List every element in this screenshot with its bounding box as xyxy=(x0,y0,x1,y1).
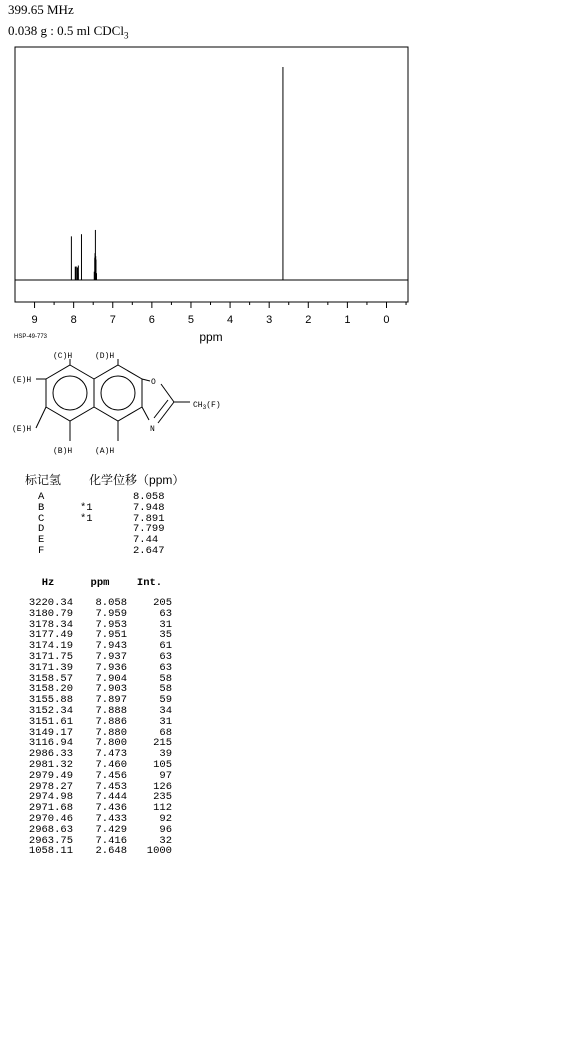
label-methyl-sub: 3 xyxy=(202,404,207,411)
structure-bonds xyxy=(36,359,190,441)
bond-o-c2 xyxy=(161,384,174,402)
peak-hz: 2971.68 xyxy=(28,802,73,815)
peak-ppm: 7.416 xyxy=(95,834,127,847)
peak-hz: 2968.63 xyxy=(28,823,73,836)
assignment-note: *1 xyxy=(80,512,93,525)
label-h-e-top: (E)H xyxy=(12,376,32,385)
peak-intensity: 35 xyxy=(159,629,172,642)
assignment-note: *1 xyxy=(80,501,93,514)
label-h-b: (B)H xyxy=(53,447,73,456)
peak-hz: 3158.20 xyxy=(28,683,73,696)
peak-intensity: 126 xyxy=(153,780,172,793)
bond-n-c2-double xyxy=(154,400,168,418)
assignment-shift: 8.058 xyxy=(133,491,165,503)
bond-h-e-bottom xyxy=(36,407,46,428)
aromatic-circle-middle xyxy=(101,376,135,410)
peak-ppm: 7.953 xyxy=(95,618,127,631)
peak-intensity: 63 xyxy=(159,661,172,674)
peak-intensity: 61 xyxy=(159,640,172,653)
peak-ppm: 7.903 xyxy=(95,683,127,696)
peak-table-header xyxy=(23,576,172,598)
sample-text: 0.038 g : 0.5 ml CDCl xyxy=(8,23,124,38)
compound-code: HSP-49-773 xyxy=(14,334,48,340)
peak-row xyxy=(23,663,172,674)
peak-hz: 3152.34 xyxy=(28,704,73,717)
peak-hz: 3149.17 xyxy=(28,726,73,739)
sample-subscript: 3 xyxy=(123,30,129,41)
peak-intensity: 215 xyxy=(153,737,172,750)
assignment-header-shift: 化学位移（ppm） xyxy=(89,473,185,487)
peak-ppm: 7.456 xyxy=(95,769,127,782)
peak-hz: 3178.34 xyxy=(28,618,73,631)
peak-hz: 2978.27 xyxy=(28,780,73,793)
assignment-shift: 7.948 xyxy=(133,501,165,514)
assignment-header xyxy=(25,471,184,488)
peak-ppm: 7.436 xyxy=(95,802,127,815)
peak-intensity: 92 xyxy=(159,812,172,825)
assignment-shift: 7.44 xyxy=(133,534,159,547)
peak-intensity: 63 xyxy=(159,607,172,620)
assignment-table xyxy=(38,492,165,557)
peak-ppm: 7.886 xyxy=(95,715,127,728)
column-header-hz: Hz xyxy=(41,577,55,589)
x-axis-label: ppm xyxy=(199,330,223,344)
assignment-note xyxy=(80,524,133,535)
assignment-row xyxy=(38,503,165,514)
peak-row xyxy=(23,825,172,836)
assignment-label: A xyxy=(38,491,45,503)
x-tick-label: 7 xyxy=(109,314,116,326)
peak-ppm: 7.444 xyxy=(95,791,127,804)
peak-intensity: 34 xyxy=(159,704,172,717)
peak-intensity: 97 xyxy=(159,769,172,782)
x-tick-label: 5 xyxy=(187,314,195,326)
x-tick-label: 0 xyxy=(383,314,390,326)
peak-hz: 1058.11 xyxy=(28,845,73,858)
peak-ppm: 7.800 xyxy=(95,737,127,750)
peak-hz: 3158.57 xyxy=(28,672,73,685)
peak-intensity: 235 xyxy=(153,791,172,804)
assignment-shift: 7.891 xyxy=(133,512,165,525)
peak-table-body xyxy=(23,598,172,857)
peak-hz: 2979.49 xyxy=(28,769,73,782)
label-h-a: (A)H xyxy=(95,447,115,456)
x-tick-label: 3 xyxy=(266,314,273,326)
column-header-ppm: ppm xyxy=(90,577,110,589)
x-tick-label: 1 xyxy=(344,314,351,326)
x-axis-tick-labels xyxy=(31,314,389,326)
peak-intensity: 31 xyxy=(159,618,172,631)
assignment-label: D xyxy=(38,523,45,536)
assignment-label: E xyxy=(38,534,45,547)
peak-ppm: 7.936 xyxy=(95,661,127,674)
peak-intensity: 58 xyxy=(159,672,172,685)
label-methyl-suffix: (F) xyxy=(206,401,221,410)
peak-hz: 2986.33 xyxy=(28,748,73,761)
x-tick-label: 6 xyxy=(148,314,155,326)
peak-intensity: 68 xyxy=(159,726,172,739)
x-tick-label: 9 xyxy=(31,314,38,326)
peak-hz: 2974.98 xyxy=(28,791,73,804)
assignment-header-label: 标记氢 xyxy=(25,473,62,487)
peak-hz: 3177.49 xyxy=(28,629,73,642)
peak-intensity: 63 xyxy=(159,650,172,663)
peak-ppm: 8.058 xyxy=(95,597,127,609)
peak-intensity: 105 xyxy=(153,758,172,771)
nmr-spectrum-chart xyxy=(0,40,420,345)
peak-ppm: 7.951 xyxy=(95,629,127,642)
label-h-d: (D)H xyxy=(95,352,115,361)
peak-ppm: 7.460 xyxy=(95,758,127,771)
peak-intensity: 39 xyxy=(159,748,172,761)
label-h-e-bottom: (E)H xyxy=(12,425,32,434)
peak-ppm: 7.433 xyxy=(95,812,127,825)
aromatic-circle-left xyxy=(53,376,87,410)
peak-ppm: 7.453 xyxy=(95,780,127,793)
x-tick-label: 2 xyxy=(305,314,312,326)
peak-ppm: 7.429 xyxy=(95,823,127,836)
bond-n-c2 xyxy=(158,402,174,423)
label-nitrogen: N xyxy=(150,425,155,434)
bond-c-n xyxy=(142,407,149,420)
peak-row xyxy=(23,609,172,620)
peak-row xyxy=(23,717,172,728)
label-h-c: (C)H xyxy=(53,352,73,361)
x-tick-label: 4 xyxy=(227,314,234,326)
assignment-note xyxy=(80,546,133,557)
peak-intensity: 58 xyxy=(159,683,172,696)
assignment-shift: 2.647 xyxy=(133,544,165,557)
peak-hz: 3171.75 xyxy=(28,650,73,663)
label-methyl-f xyxy=(193,401,221,411)
peak-ppm: 7.904 xyxy=(95,672,127,685)
label-methyl-ch: CH xyxy=(193,401,203,410)
label-oxygen: O xyxy=(151,378,156,387)
peak-hz: 3180.79 xyxy=(28,607,73,620)
assignment-row xyxy=(38,546,165,557)
x-axis-ticks xyxy=(35,302,406,308)
peak-ppm: 7.880 xyxy=(95,726,127,739)
bond-c-o xyxy=(142,379,150,381)
sample-description xyxy=(8,23,128,41)
peak-intensity: 112 xyxy=(153,802,172,815)
peak-intensity: 59 xyxy=(159,694,172,707)
peak-hz: 3151.61 xyxy=(28,715,73,728)
peak-ppm: 7.888 xyxy=(95,704,127,717)
spectrometer-frequency: 399.65 MHz xyxy=(8,2,74,17)
peak-ppm: 2.648 xyxy=(95,845,127,858)
peak-hz: 3155.88 xyxy=(28,694,73,707)
peak-ppm: 7.473 xyxy=(95,748,127,761)
column-header-int: Int. xyxy=(136,577,163,589)
peak-lines xyxy=(71,67,283,280)
assignment-note xyxy=(80,535,133,546)
peak-intensity: 31 xyxy=(159,715,172,728)
peak-intensity: 1000 xyxy=(146,845,172,858)
peak-ppm: 7.897 xyxy=(95,694,127,707)
peak-ppm: 7.959 xyxy=(95,607,127,620)
assignment-label: B xyxy=(38,501,45,514)
peak-row xyxy=(23,846,172,857)
peak-list-table xyxy=(23,576,172,857)
peak-hz: 3116.94 xyxy=(28,737,73,750)
peak-hz: 3174.19 xyxy=(28,640,73,653)
assignment-label: C xyxy=(38,512,45,525)
molecular-structure xyxy=(0,345,240,460)
plot-frame xyxy=(15,47,408,302)
peak-hz: 3220.34 xyxy=(28,597,73,609)
peak-intensity: 96 xyxy=(159,823,172,836)
peak-intensity: 205 xyxy=(153,597,172,609)
x-tick-label: 8 xyxy=(70,314,77,326)
peak-intensity: 32 xyxy=(159,834,172,847)
assignment-label: F xyxy=(38,544,45,557)
peak-hz: 2970.46 xyxy=(28,812,73,825)
peak-row xyxy=(23,771,172,782)
peak-hz: 2981.32 xyxy=(28,758,73,771)
assignment-shift: 7.799 xyxy=(133,523,165,536)
peak-ppm: 7.943 xyxy=(95,640,127,653)
peak-hz: 3171.39 xyxy=(28,661,73,674)
peak-hz: 2963.75 xyxy=(28,834,73,847)
peak-ppm: 7.937 xyxy=(95,650,127,663)
